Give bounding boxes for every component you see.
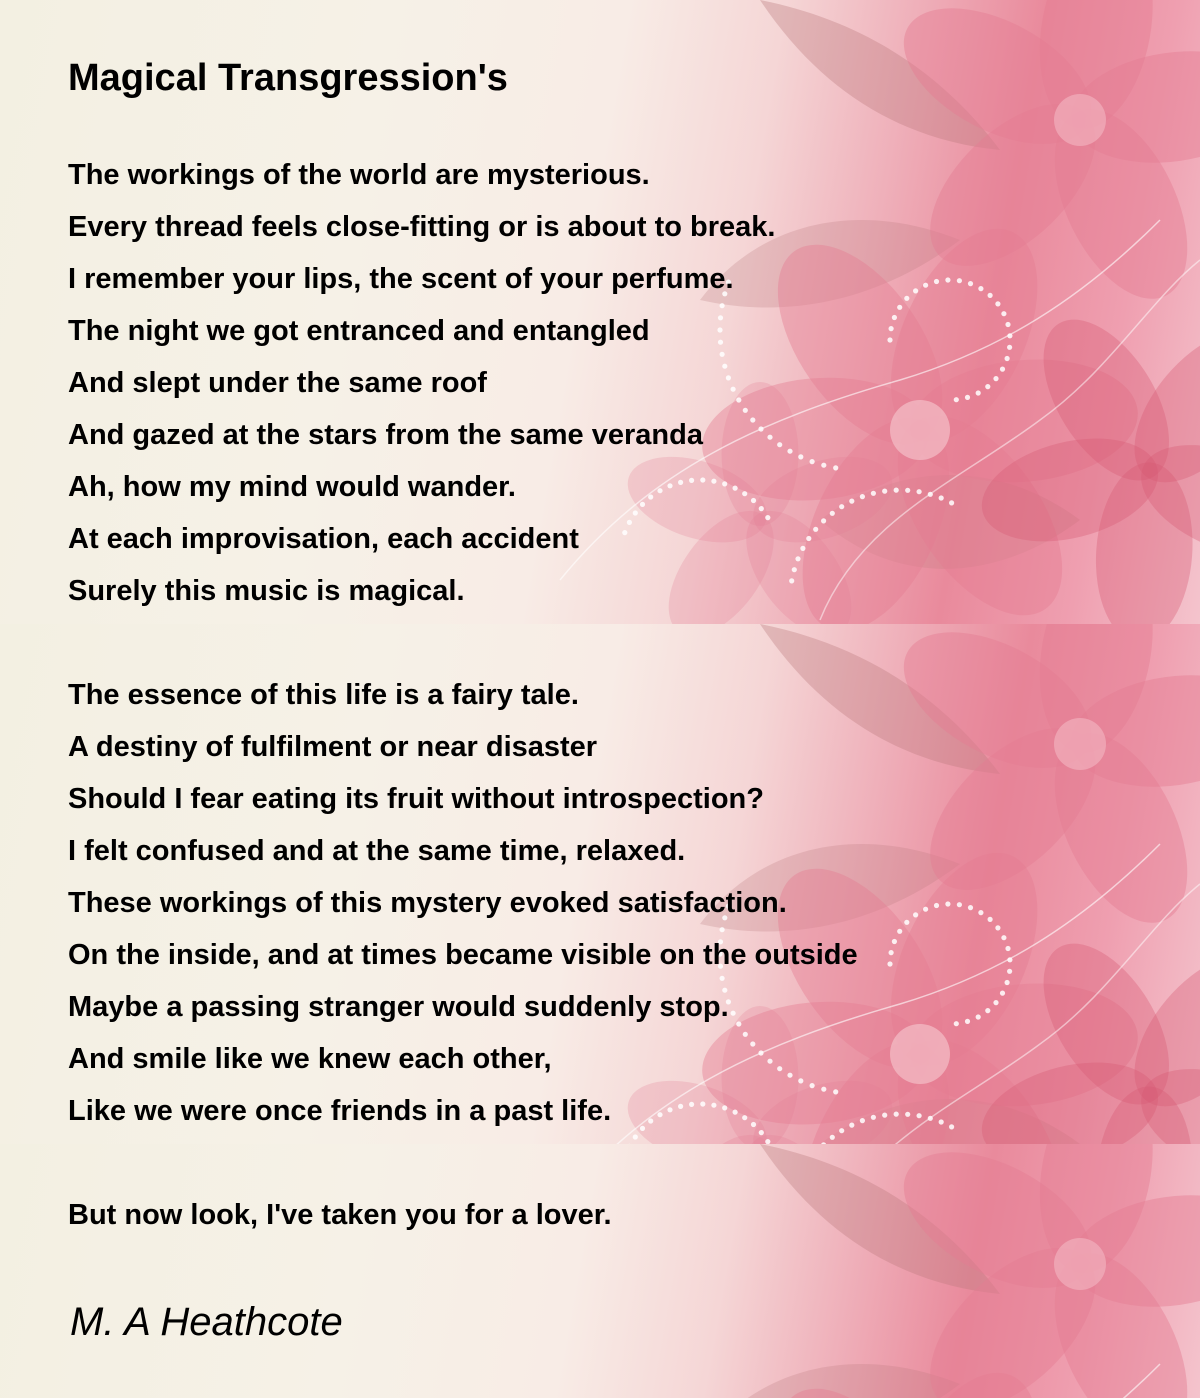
poem-line: But now look, I've taken you for a lover.	[68, 1199, 612, 1231]
decor-dot	[839, 504, 844, 509]
flower-center	[1054, 718, 1106, 770]
decor-dot	[945, 277, 950, 282]
decor-dot	[800, 546, 805, 551]
decor-dot	[965, 1019, 970, 1024]
decor-dot	[882, 489, 887, 494]
poem-author: M. A Heathcote	[70, 1300, 343, 1344]
decor-dot	[917, 1113, 922, 1118]
stanza-3	[68, 1189, 612, 1241]
decor-dot	[889, 326, 894, 331]
decor-dot	[978, 286, 983, 291]
decor-dot	[954, 397, 959, 402]
decor-dot	[1000, 367, 1005, 372]
decor-dot	[985, 384, 990, 389]
poem-line: On the inside, and at times became visible on the outside	[68, 939, 858, 971]
poem-title: Magical Transgression's	[68, 57, 508, 99]
decor-dot	[988, 917, 993, 922]
poem-line: These workings of this mystery evoked satisfaction.	[68, 887, 787, 919]
decor-dot	[913, 288, 918, 293]
decor-dot	[871, 1115, 876, 1120]
decor-dot	[957, 278, 962, 283]
decor-dot	[957, 902, 962, 907]
decor-dot	[882, 1113, 887, 1118]
decor-dot	[860, 494, 865, 499]
decor-dot	[830, 511, 835, 516]
decor-dot	[905, 1112, 910, 1117]
decor-dot	[871, 491, 876, 496]
decor-dot	[928, 492, 933, 497]
decor-dot	[905, 488, 910, 493]
decor-dot	[928, 1116, 933, 1121]
flower-center	[890, 400, 950, 460]
decor-dot	[934, 903, 939, 908]
decor-dot	[787, 449, 792, 454]
decor-dot	[821, 463, 826, 468]
decor-dot	[889, 950, 894, 955]
poem-line: Maybe a passing stranger would suddenly stop.	[68, 991, 729, 1023]
decor-dot	[913, 912, 918, 917]
decor-dot	[1007, 957, 1012, 962]
decor-dot	[813, 527, 818, 532]
poem-line: I remember your lips, the scent of your perfume.	[68, 263, 734, 295]
flower-center	[890, 1024, 950, 1084]
decor-dot	[939, 495, 944, 500]
decor-dot	[954, 1021, 959, 1026]
background-panel-bottom	[0, 1144, 1200, 1398]
decor-dot	[1001, 935, 1006, 940]
decor-dot	[934, 279, 939, 284]
decor-dot	[988, 293, 993, 298]
decor-dot	[892, 939, 897, 944]
poem-line: Ah, how my mind would wander.	[68, 471, 516, 503]
flower-center	[1054, 94, 1106, 146]
poem-line: The workings of the world are mysterious.	[68, 159, 650, 191]
decor-dot	[976, 390, 981, 395]
decor-dot	[923, 283, 928, 288]
stanza-2	[68, 669, 858, 1137]
decor-dot	[810, 459, 815, 464]
poem-line: A destiny of fulfilment or near disaster	[68, 731, 598, 763]
decor-dot	[897, 305, 902, 310]
decor-dot	[1007, 345, 1012, 350]
decor-dot	[1000, 991, 1005, 996]
decor-dot	[993, 376, 998, 381]
decor-dot	[894, 488, 899, 493]
decor-dot	[1007, 333, 1012, 338]
decor-dot	[892, 315, 897, 320]
poem-line: And smile like we knew each other,	[68, 1043, 552, 1075]
decor-dot	[1001, 311, 1006, 316]
decor-dot	[1005, 356, 1010, 361]
decor-dot	[949, 500, 954, 505]
flower-center	[1054, 1238, 1106, 1290]
decor-dot	[806, 536, 811, 541]
poem-line: The essence of this life is a fairy tale.	[68, 679, 579, 711]
decor-dot	[976, 1014, 981, 1019]
decor-dot	[792, 567, 797, 572]
decor-dot	[894, 1112, 899, 1117]
decor-dot	[995, 925, 1000, 930]
decor-dot	[1005, 980, 1010, 985]
decor-dot	[897, 929, 902, 934]
decor-dot	[995, 301, 1000, 306]
decor-dot	[789, 578, 794, 583]
decor-dot	[917, 489, 922, 494]
decor-dot	[993, 1000, 998, 1005]
poem-line: Every thread feels close-fitting or is about to break.	[68, 211, 776, 243]
decor-dot	[985, 1008, 990, 1013]
decor-dot	[833, 465, 838, 470]
decor-dot	[939, 1119, 944, 1124]
stanza-1	[68, 149, 775, 617]
decor-dot	[1007, 969, 1012, 974]
decor-dot	[923, 907, 928, 912]
decor-dot	[978, 910, 983, 915]
decor-dot	[1005, 322, 1010, 327]
poem-line: Surely this music is magical.	[68, 575, 465, 607]
decor-dot	[798, 454, 803, 459]
poem-line: At each improvisation, each accident	[68, 523, 579, 555]
decor-dot	[821, 518, 826, 523]
decor-dot	[965, 395, 970, 400]
decor-dot	[1005, 946, 1010, 951]
floral-artwork	[0, 1144, 1200, 1398]
decor-dot	[887, 337, 892, 342]
poem-line: I felt confused and at the same time, relaxed.	[68, 835, 686, 867]
poem-line: Should I fear eating its fruit without introspection?	[68, 783, 764, 815]
decor-dot	[849, 499, 854, 504]
decor-dot	[904, 920, 909, 925]
decor-dot	[860, 1118, 865, 1123]
decor-dot	[887, 961, 892, 966]
poem-line: The night we got entranced and entangled	[68, 315, 650, 347]
poem-line: Like we were once friends in a past life.	[68, 1095, 612, 1127]
decor-dot	[945, 901, 950, 906]
decor-dot	[904, 296, 909, 301]
poem-line: And gazed at the stars from the same veranda	[68, 419, 703, 451]
decor-dot	[777, 442, 782, 447]
decor-dot	[968, 905, 973, 910]
decor-dot	[949, 1124, 954, 1129]
decor-dot	[795, 556, 800, 561]
poem-line: And slept under the same roof	[68, 367, 487, 399]
decor-dot	[968, 281, 973, 286]
